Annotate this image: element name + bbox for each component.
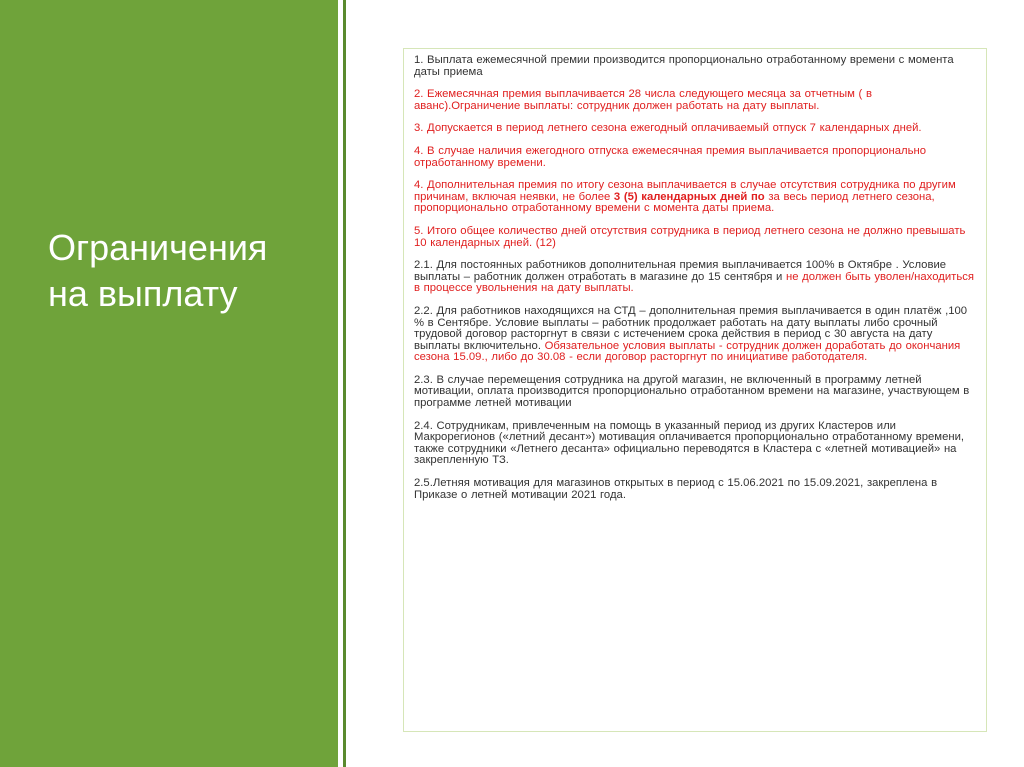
paragraph-segment: 2. Ежемесячная премия выплачивается 28 числа следующего месяца за отчетным ( в аванс).Ограничение выплаты: сотрудник должен работать на дату выплаты. [414,88,872,112]
paragraph-p5 [414,180,978,215]
paragraph-segment: 2.2. Для работников находящихся на СТД – дополнительная премия выплачивается в один платёж ,100 % в Сентябре. Условие выплаты – работник продолжает работать на дату выплаты либо срочный трудовой договор расторгнут в связи с истечением срока действия в период с 30 августа на дату выплаты включительно. [414,304,968,352]
paragraph-p10 [414,421,978,467]
paragraph-p7 [414,260,978,295]
paragraph-segment: 2.1. Для постоянных работников дополнительная премия выплачивается 100% в Октябре . Условие выплаты – работник должен отработать в магазине до 15 сентября и [414,259,947,283]
paragraph-segment: 4. В случае наличия ежегодного отпуска ежемесячная премия выплачивается пропорционально отработанному времени. [414,144,927,169]
paragraph-segment: 1. Выплата ежемесячной премии производится пропорционально отработанному времени с момента даты приема [414,54,954,78]
paragraph-segment: 3 (5) календарных дней по [613,190,765,203]
slide-title [48,225,328,317]
panel-divider-accent [343,0,346,767]
slide-title-line-1: Ограничения [48,227,268,268]
slide-title-line-2: на выплату [48,273,238,314]
paragraph-segment: 2.4. Сотрудникам, привлеченным на помощь в указанный период из других Кластеров или Макрорегионов («летний десант») мотивация оплачивается пропорционально отработанному времени, также сотрудники «Летнего десанта» официально переводятся в Кластера с «летней мотивацией» на закрепленную ТЗ. [414,419,965,467]
paragraph-segment: не должен быть уволен/находиться в процессе увольнения на дату выплаты. [414,270,974,295]
paragraph-segment: 2.5.Летняя мотивация для магазинов открытых в период с 15.06.2021 по 15.09.2021, закреплена в Приказе о летней мотивации 2021 года. [414,477,938,501]
paragraph-p11 [414,478,978,501]
paragraph-segment: 3. Допускается в период летнего сезона ежегодный оплачиваемый отпуск 7 календарных дней. [414,122,922,135]
paragraph-p9 [414,375,978,410]
paragraph-p6 [414,226,978,249]
paragraph-p8 [414,306,978,364]
content-box [403,48,987,732]
paragraph-segment: Обязательное условия выплаты - сотрудник должен доработать до окончания сезона 15.09., либо до 30.08 - если договор расторгнут по инициативе работодателя. [414,339,961,364]
paragraph-p4 [414,146,978,169]
paragraph-p3 [414,123,978,135]
paragraph-segment: 4. Дополнительная премия по итогу сезона выплачивается в случае отсутствия сотрудника по другим причинам, включая неявки, не более [414,179,956,203]
paragraph-segment: 5. Итого общее количество дней отсутствия сотрудника в период летнего сезона не должно превышать 10 календарных дней. (12) [414,224,966,249]
paragraph-p2 [414,89,978,112]
paragraph-segment: за весь период летнего сезона, пропорционально отработанному времени с момента даты приема. [414,190,935,215]
title-panel [0,0,338,767]
paragraph-p1 [414,55,978,78]
paragraph-segment: 2.3. В случае перемещения сотрудника на другой магазин, не включенный в программу летней мотивации, оплата производится пропорционально отработанном времени на магазине, участвующем в программе летней мотивации [414,373,970,410]
